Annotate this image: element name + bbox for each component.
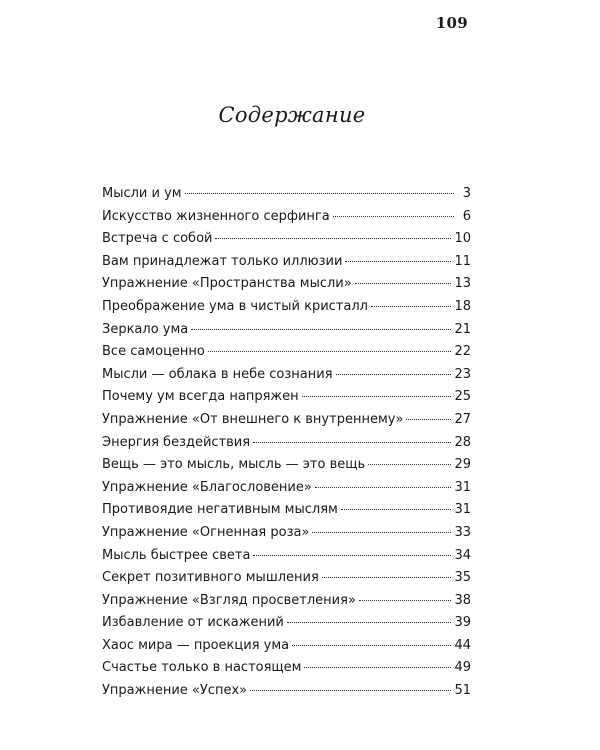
- toc-entry-title: Искусство жизненного серфинга: [102, 208, 330, 224]
- toc-entry: [102, 657, 471, 680]
- toc-entry: [102, 567, 471, 590]
- dot-leader: [191, 329, 451, 330]
- toc-entry-page: 33: [454, 524, 471, 540]
- toc-entry: [102, 432, 471, 455]
- table-of-contents: [102, 183, 471, 703]
- toc-entry-title: Упражнение «Благословение»: [102, 479, 312, 495]
- toc-entry-page: 21: [454, 321, 471, 337]
- dot-leader: [253, 555, 451, 556]
- toc-entry: [102, 477, 471, 500]
- toc-entry-page: 18: [454, 298, 471, 314]
- toc-entry-title: Все самоценно: [102, 344, 205, 360]
- dot-leader: [250, 690, 451, 691]
- dot-leader: [341, 509, 452, 510]
- dot-leader: [406, 419, 451, 420]
- dot-leader: [253, 442, 451, 443]
- toc-entry-page: 27: [454, 411, 471, 427]
- toc-entry-title: Энергия бездействия: [102, 434, 251, 450]
- toc-entry-title: Зеркало ума: [102, 321, 189, 337]
- toc-entry: [102, 183, 471, 206]
- toc-entry: [102, 612, 471, 635]
- toc-entry-title: Упражнение «Взгляд просветления»: [102, 592, 356, 608]
- toc-entry-page: 11: [454, 253, 471, 269]
- toc-entry-page: 35: [454, 570, 471, 586]
- toc-entry-page: 6: [462, 208, 471, 224]
- toc-entry-title: Мысли — облака в небе сознания: [102, 366, 333, 382]
- toc-entry: [102, 499, 471, 522]
- toc-entry: [102, 522, 471, 545]
- dot-leader: [215, 238, 451, 239]
- toc-entry-title: Вам принадлежат только иллюзии: [102, 253, 343, 269]
- toc-entry-page: 28: [454, 434, 471, 450]
- dot-leader: [287, 622, 452, 623]
- dot-leader: [312, 532, 451, 533]
- toc-entry-title: Мысль быстрее света: [102, 547, 251, 563]
- toc-entry: [102, 635, 471, 658]
- toc-entry: [102, 296, 471, 319]
- toc-entry: [102, 545, 471, 568]
- toc-entry-page: 34: [454, 547, 471, 563]
- toc-entry: [102, 590, 471, 613]
- toc-entry-page: 25: [454, 389, 471, 405]
- toc-entry-page: 29: [454, 457, 471, 473]
- dot-leader: [302, 396, 452, 397]
- toc-entry-title: Мысли и ум: [102, 186, 182, 201]
- toc-entry: [102, 273, 471, 296]
- toc-entry-page: 49: [454, 660, 471, 676]
- toc-entry-title: Упражнение «Огненная роза»: [102, 524, 310, 540]
- toc-entry-title: Секрет позитивного мышления: [102, 570, 319, 586]
- toc-entry-title: Преображение ума в чистый кристалл: [102, 298, 368, 314]
- toc-entry-page: 3: [462, 186, 471, 201]
- toc-entry-page: 22: [454, 344, 471, 360]
- toc-entry: [102, 341, 471, 364]
- toc-entry: [102, 228, 471, 251]
- toc-entry-title: Счастье только в настоящем: [102, 660, 302, 676]
- toc-entry-title: Почему ум всегда напряжен: [102, 389, 299, 405]
- toc-entry-title: Хаос мира — проекция ума: [102, 637, 290, 653]
- toc-entry-title: Упражнение «Пространства мысли»: [102, 276, 352, 292]
- toc-entry-page: 39: [454, 615, 471, 631]
- toc-entry-page: 51: [454, 683, 471, 699]
- dot-leader: [208, 351, 452, 352]
- toc-entry-title: Упражнение «Успех»: [102, 683, 248, 699]
- toc-entry-title: Упражнение «От внешнего к внутреннему»: [102, 411, 404, 427]
- dot-leader: [304, 667, 451, 668]
- toc-entry: [102, 206, 471, 229]
- dot-leader: [359, 600, 452, 601]
- toc-entry-page: 31: [454, 479, 471, 495]
- toc-entry-page: 44: [454, 637, 471, 653]
- toc-entry: [102, 386, 471, 409]
- toc-entry-title: Избавление от искажений: [102, 615, 284, 631]
- toc-entry: [102, 680, 471, 703]
- dot-leader: [322, 577, 452, 578]
- dot-leader: [368, 464, 451, 465]
- toc-entry-page: 38: [454, 592, 471, 608]
- toc-entry-title: Вещь — это мысль, мысль — это вещь: [102, 457, 366, 473]
- toc-entry: [102, 409, 471, 432]
- dot-leader: [336, 374, 452, 375]
- dot-leader: [315, 487, 452, 488]
- toc-entry: [102, 364, 471, 387]
- toc-entry-page: 23: [454, 366, 471, 382]
- dot-leader: [185, 193, 454, 194]
- dot-leader: [292, 645, 451, 646]
- toc-entry-page: 10: [454, 231, 471, 247]
- dot-leader: [371, 306, 452, 307]
- page-number: 109: [435, 14, 468, 32]
- toc-entry-title: Противоядие негативным мыслям: [102, 502, 338, 518]
- toc-entry: [102, 319, 471, 342]
- dot-leader: [355, 283, 452, 284]
- toc-entry-page: 31: [454, 502, 471, 518]
- dot-leader: [345, 261, 451, 262]
- dot-leader: [333, 216, 454, 217]
- toc-entry: [102, 454, 471, 477]
- page-title: Содержание: [218, 103, 366, 127]
- toc-entry-page: 13: [454, 276, 471, 292]
- toc-entry-title: Встреча с собой: [102, 231, 213, 247]
- toc-entry: [102, 251, 471, 274]
